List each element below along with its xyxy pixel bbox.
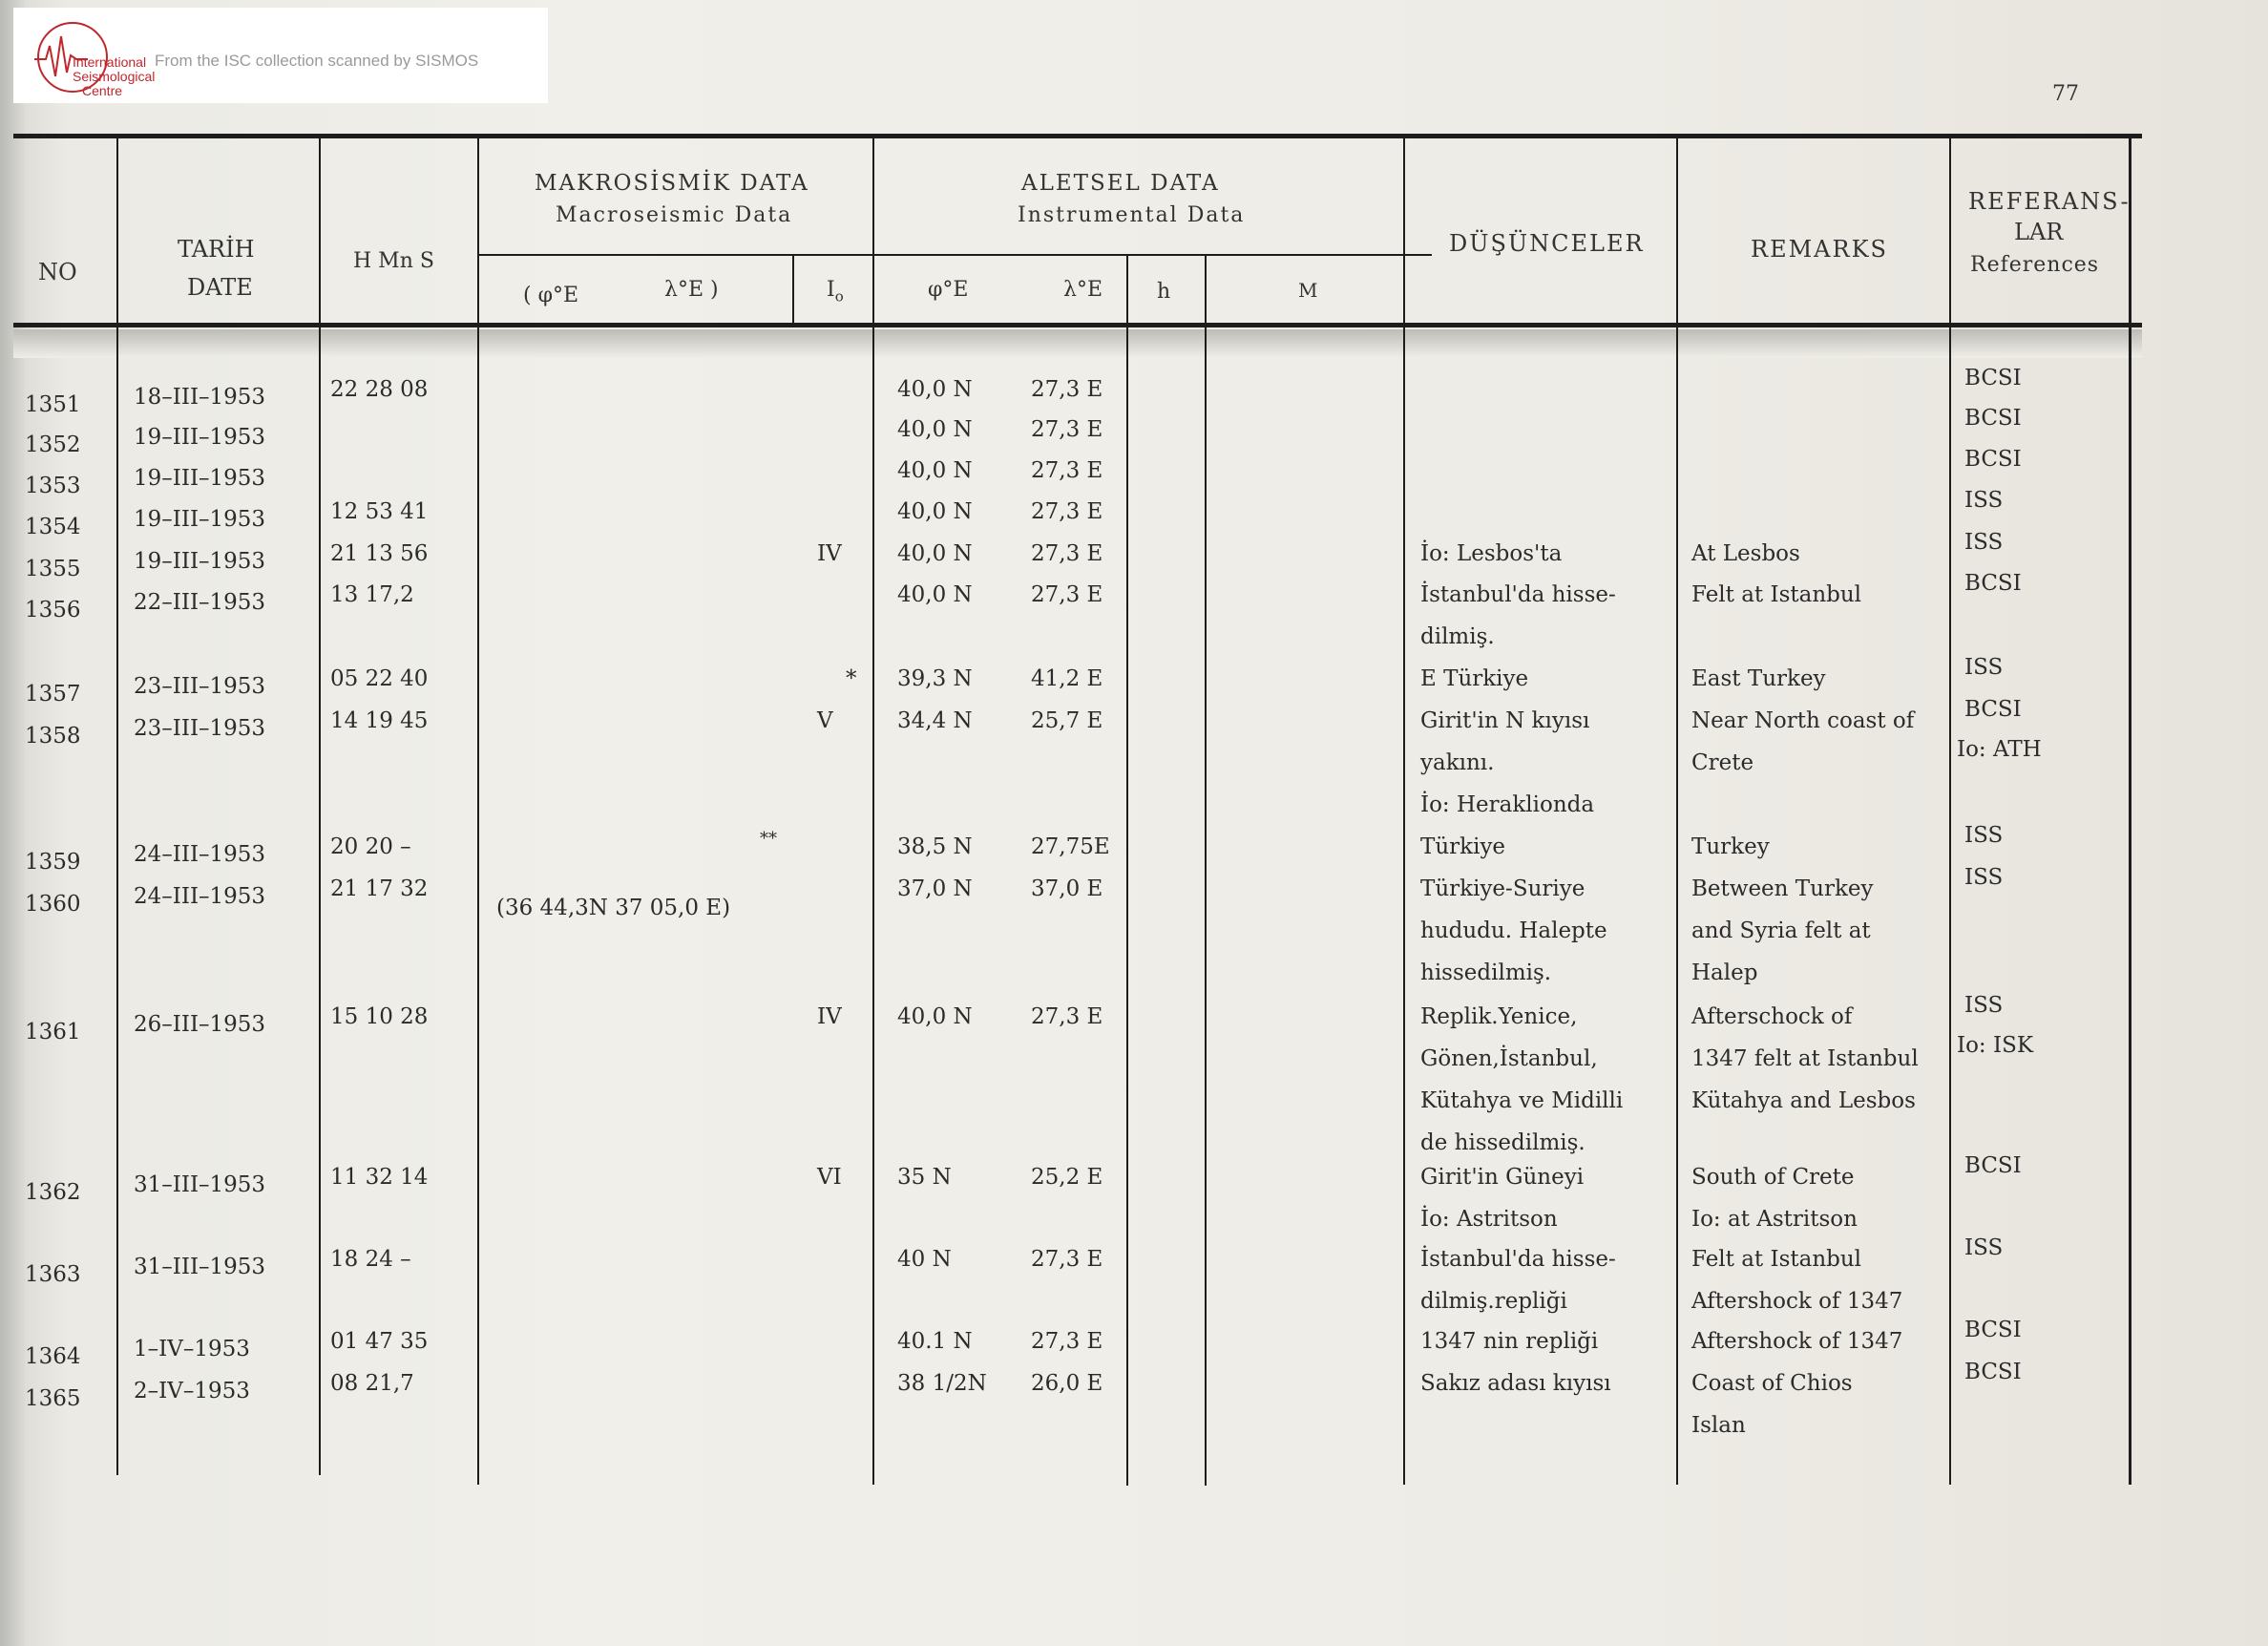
row-note-line: İo: Heraklionda <box>1420 792 1595 817</box>
row-lon: 27,3 E <box>1031 1329 1103 1354</box>
row-date: 31–III–1953 <box>134 1255 266 1279</box>
row-date: 18–III–1953 <box>134 385 266 410</box>
col-rule-notes <box>1676 138 1678 1485</box>
row-time: 21 17 32 <box>330 876 429 901</box>
header-referans: REFERANS- <box>1968 188 2131 215</box>
row-lat: 40,0 N <box>897 541 973 566</box>
row-lat: 40 N <box>897 1247 952 1272</box>
row-date: 19–III–1953 <box>134 549 266 574</box>
header-aletsel-sub: Instrumental Data <box>1018 203 1246 227</box>
row-remark-line: East Turkey <box>1691 666 1826 691</box>
col-rule-h <box>1205 254 1207 1486</box>
row-lat: 40,0 N <box>897 377 973 402</box>
header-date: DATE <box>187 274 253 301</box>
row-no: 1365 <box>25 1386 81 1411</box>
row-lat: 40.1 N <box>897 1329 973 1354</box>
row-time: 15 10 28 <box>330 1004 429 1029</box>
row-note-line: yakını. <box>1420 750 1495 775</box>
header-aletsel-title: ALETSEL DATA <box>1021 171 1220 196</box>
row-lat: 35 N <box>897 1165 952 1190</box>
row-remark-line: Felt at Istanbul <box>1691 1247 1862 1272</box>
row-remark-line: Coast of Chios <box>1691 1371 1853 1396</box>
row-remark-line: Kütahya and Lesbos <box>1691 1088 1916 1113</box>
row-note-line: Girit'in N kıyısı <box>1420 708 1590 733</box>
row-no: 1363 <box>25 1262 81 1287</box>
row-no: 1359 <box>25 850 81 875</box>
logo-text-centre: Centre <box>82 83 123 98</box>
row-no: 1361 <box>25 1020 81 1045</box>
row-lon: 25,2 E <box>1031 1165 1103 1190</box>
row-time: 21 13 56 <box>330 541 429 566</box>
row-time: 18 24 – <box>330 1247 411 1272</box>
header-h: h <box>1157 280 1171 304</box>
row-lat: 38,5 N <box>897 834 973 859</box>
row-lon: 27,3 E <box>1031 377 1103 402</box>
row-reference-2: Io: ATH <box>1957 737 2042 762</box>
row-lat: 39,3 N <box>897 666 973 691</box>
row-time: 20 20 – <box>330 834 411 859</box>
row-lat: 37,0 N <box>897 876 973 901</box>
row-no: 1357 <box>25 682 81 707</box>
row-date: 31–III–1953 <box>134 1172 266 1197</box>
row-reference: BCSI <box>1964 366 2022 390</box>
page-number: 77 <box>2052 82 2079 106</box>
header-no: NO <box>38 259 77 285</box>
row-lon: 27,3 E <box>1031 541 1103 566</box>
row-lat: 40,0 N <box>897 458 973 483</box>
header-bottom-rule <box>13 323 2142 327</box>
row-lat: 40,0 N <box>897 499 973 524</box>
row-date: 24–III–1953 <box>134 884 266 909</box>
row-lon: 26,0 E <box>1031 1371 1103 1396</box>
row-time: 05 22 40 <box>330 666 429 691</box>
col-rule-macro <box>792 254 794 323</box>
row-remark-line: 1347 felt at Istanbul <box>1691 1046 1919 1071</box>
row-no: 1358 <box>25 724 81 749</box>
col-rule-date <box>319 138 321 1475</box>
row-time: 12 53 41 <box>330 499 429 524</box>
row-macro: ** <box>760 829 777 849</box>
row-remark-line: Islan <box>1691 1413 1746 1438</box>
row-no: 1352 <box>25 433 81 457</box>
header-io-letter: I <box>827 278 835 302</box>
header-remarks: REMARKS <box>1751 236 1888 263</box>
row-date: 19–III–1953 <box>134 507 266 532</box>
row-no: 1351 <box>25 392 81 417</box>
row-note-line: dilmiş. <box>1420 624 1495 649</box>
col-rule-remarks <box>1949 138 1951 1485</box>
row-io: IV <box>817 541 842 566</box>
row-no: 1356 <box>25 598 81 623</box>
row-lon: 27,3 E <box>1031 458 1103 483</box>
row-note-line: dilmiş.repliği <box>1420 1289 1567 1314</box>
row-note-line: Türkiye-Suriye <box>1420 876 1586 901</box>
row-time: 08 21,7 <box>330 1371 414 1396</box>
row-remark-line: At Lesbos <box>1691 541 1800 566</box>
row-lat: 40,0 N <box>897 1004 973 1029</box>
row-lat: 40,0 N <box>897 417 973 442</box>
row-io: V <box>817 708 833 733</box>
row-remark-line: Turkey <box>1691 834 1770 859</box>
row-note-line: İstanbul'da hisse- <box>1420 582 1616 607</box>
row-lon: 27,3 E <box>1031 1004 1103 1029</box>
col-rule-no <box>116 138 118 1475</box>
row-remark-line: Crete <box>1691 750 1754 775</box>
row-date: 1–IV–1953 <box>134 1337 250 1361</box>
row-reference: ISS <box>1964 823 2004 848</box>
row-no: 1353 <box>25 474 81 498</box>
row-note-line: Gönen,İstanbul, <box>1420 1046 1598 1071</box>
row-macro: (36 44,3N 37 05,0 E) <box>496 896 731 920</box>
row-lon: 27,3 E <box>1031 1247 1103 1272</box>
table-top-rule <box>13 134 2142 138</box>
row-remark-line: Between Turkey <box>1691 876 1874 901</box>
row-no: 1354 <box>25 515 81 539</box>
col-rule-io <box>872 138 874 1485</box>
row-reference: ISS <box>1964 865 2004 890</box>
row-no: 1364 <box>25 1344 81 1369</box>
row-note-line: 1347 nin repliği <box>1420 1329 1599 1354</box>
row-note-line: hududu. Halepte <box>1420 918 1607 943</box>
col-rule-lon <box>1126 254 1128 1486</box>
row-note-line: Türkiye <box>1420 834 1506 859</box>
row-reference: BCSI <box>1964 1360 2022 1384</box>
row-note-line: de hissedilmiş. <box>1420 1130 1586 1155</box>
row-remark-line: Io: at Astritson <box>1691 1207 1858 1232</box>
row-time: 14 19 45 <box>330 708 429 733</box>
header-io <box>827 277 844 306</box>
page-edge-shadow <box>0 0 25 1646</box>
header-inst-lambda: λ°E <box>1063 278 1103 302</box>
row-date: 19–III–1953 <box>134 425 266 450</box>
col-rule-ref <box>2129 138 2132 1485</box>
row-no: 1360 <box>25 892 81 917</box>
row-remark-line: Felt at Istanbul <box>1691 582 1862 607</box>
header-io-subscript: o <box>834 287 844 306</box>
header-inst-phi: φ°E <box>928 278 969 302</box>
row-remark-line: Aftershock of 1347 <box>1691 1289 1903 1314</box>
row-reference: BCSI <box>1964 697 2022 722</box>
row-remark-line: Aftershock of 1347 <box>1691 1329 1903 1354</box>
row-remark-line: and Syria felt at <box>1691 918 1871 943</box>
row-time: 11 32 14 <box>330 1165 429 1190</box>
row-reference: BCSI <box>1964 406 2022 431</box>
row-remark-line: South of Crete <box>1691 1165 1855 1190</box>
row-lat: 40,0 N <box>897 582 973 607</box>
header-references: References <box>1970 253 2100 277</box>
col-rule-m <box>1403 138 1405 1485</box>
row-lon: 27,3 E <box>1031 499 1103 524</box>
row-remark-line: Near North coast of <box>1691 708 1915 733</box>
row-note-line: hissedilmiş. <box>1420 960 1552 985</box>
row-date: 23–III–1953 <box>134 674 266 699</box>
row-reference: ISS <box>1964 488 2004 513</box>
row-no: 1355 <box>25 557 81 581</box>
header-lar: LAR <box>2014 219 2064 245</box>
row-lon: 27,75E <box>1031 834 1110 859</box>
row-reference: ISS <box>1964 993 2004 1018</box>
col-rule-time <box>477 138 479 1485</box>
row-note-line: Kütahya ve Midilli <box>1420 1088 1624 1113</box>
row-reference: ISS <box>1964 530 2004 555</box>
row-reference: ISS <box>1964 1235 2004 1260</box>
row-date: 2–IV–1953 <box>134 1379 250 1403</box>
row-date: 24–III–1953 <box>134 842 266 867</box>
row-note-line: İo: Astritson <box>1420 1207 1558 1232</box>
row-note-line: İo: Lesbos'ta <box>1420 541 1563 566</box>
row-note-line: İstanbul'da hisse- <box>1420 1247 1616 1272</box>
row-note-line: Replik.Yenice, <box>1420 1004 1578 1029</box>
subheader-rule <box>477 254 1432 256</box>
row-date: 26–III–1953 <box>134 1012 266 1037</box>
row-reference: BCSI <box>1964 447 2022 472</box>
row-note-line: Sakız adası kıyısı <box>1420 1371 1611 1396</box>
header-m: M <box>1298 279 1318 302</box>
row-reference: BCSI <box>1964 1318 2022 1342</box>
row-note-line: E Türkiye <box>1420 666 1529 691</box>
header-time: H Mn S <box>353 249 434 273</box>
row-time: 22 28 08 <box>330 377 429 402</box>
row-time: 13 17,2 <box>330 582 414 607</box>
row-lon: 25,7 E <box>1031 708 1103 733</box>
logo-text-international: International <box>73 54 147 70</box>
row-remark-line: Halep <box>1691 960 1758 985</box>
row-date: 22–III–1953 <box>134 590 266 615</box>
row-reference: BCSI <box>1964 571 2022 596</box>
row-reference: BCSI <box>1964 1153 2022 1178</box>
row-lat: 34,4 N <box>897 708 973 733</box>
row-no: 1362 <box>25 1180 81 1205</box>
row-reference: ISS <box>1964 655 2004 680</box>
row-date: 23–III–1953 <box>134 716 266 741</box>
row-lat: 38 1/2N <box>897 1371 987 1396</box>
row-lon: 27,3 E <box>1031 582 1103 607</box>
header-makro-lambda: λ°E ) <box>664 278 719 302</box>
row-lon: 27,3 E <box>1031 417 1103 442</box>
row-note-line: Girit'in Güneyi <box>1420 1165 1585 1190</box>
header-dusunceler: DÜŞÜNCELER <box>1449 230 1645 257</box>
header-makro-sub: Macroseismic Data <box>556 203 793 227</box>
logo-text-seismological: Seismological <box>73 69 156 84</box>
row-reference-2: Io: ISK <box>1957 1033 2034 1058</box>
header-makro-phi: ( φ°E <box>523 284 579 307</box>
row-lon: 37,0 E <box>1031 876 1103 901</box>
row-io: VI <box>817 1165 842 1190</box>
row-remark-line: Afterschock of <box>1691 1004 1853 1029</box>
header-makro-title: MAKROSİSMİK DATA <box>535 171 809 196</box>
row-io: IV <box>817 1004 842 1029</box>
row-lon: 41,2 E <box>1031 666 1103 691</box>
banner-note: From the ISC collection scanned by SISMOS <box>155 52 479 70</box>
row-io: * <box>846 666 857 691</box>
row-date: 19–III–1953 <box>134 466 266 491</box>
header-shadow-band <box>13 329 2142 358</box>
row-time: 01 47 35 <box>330 1329 429 1354</box>
header-tarih: TARİH <box>178 236 255 263</box>
